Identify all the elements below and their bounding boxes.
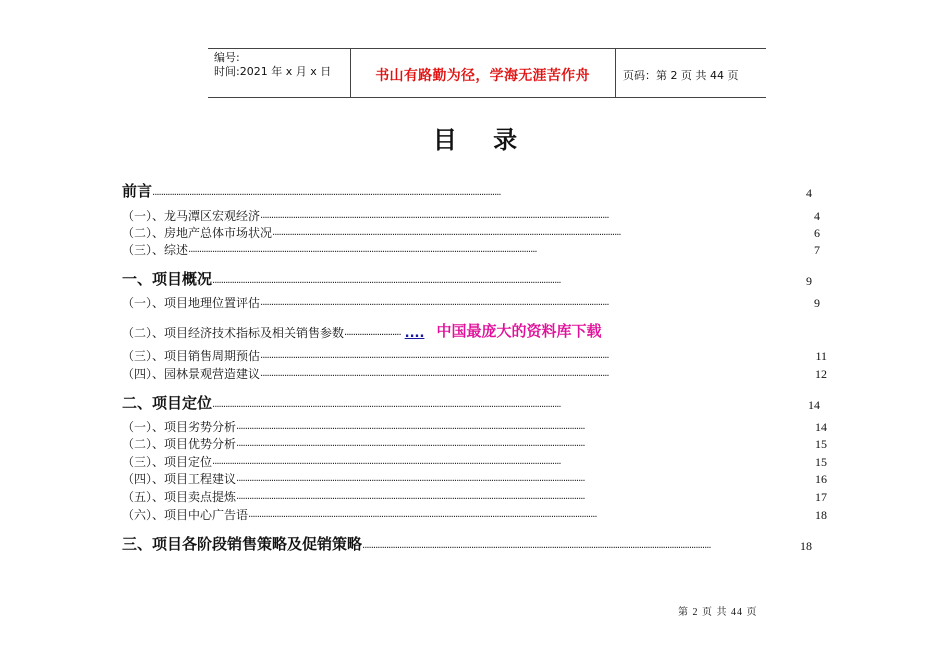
toc-label: （四）、项目工程建议 xyxy=(122,472,237,486)
toc-leader: ································································································································································ xyxy=(236,424,585,435)
toc-label: （六）、项目中心广告语 xyxy=(122,508,249,522)
toc-page: 12 xyxy=(815,367,827,381)
page-header xyxy=(208,48,766,98)
toc-entry[interactable] xyxy=(122,435,827,452)
toc-page: 6 xyxy=(814,226,820,240)
toc-entry[interactable] xyxy=(122,241,820,258)
toc-page: 4 xyxy=(814,209,820,223)
header-info-cell xyxy=(208,49,351,97)
download-link[interactable]: .... xyxy=(404,326,425,341)
toc-leader: ································································································································································ xyxy=(272,230,621,241)
number-label: 编号: xyxy=(214,51,240,64)
toc-label: （三）、综述 xyxy=(122,243,189,257)
toc-entry[interactable] xyxy=(122,320,601,341)
toc-label: 前言 xyxy=(122,182,153,200)
toc-leader: ································································································································································ xyxy=(260,353,609,364)
toc-page: 4 xyxy=(806,186,812,200)
toc-entry[interactable] xyxy=(122,418,827,435)
toc-leader: ································································································································································ xyxy=(212,459,561,470)
toc-page: 14 xyxy=(808,398,820,412)
toc-label: 三、项目各阶段销售策略及促销策略 xyxy=(122,535,363,553)
header-page-cell xyxy=(615,49,766,97)
page-info: 页码：第 2 页 共 44 页 xyxy=(623,69,739,82)
toc-page: 9 xyxy=(814,296,820,310)
toc-entry[interactable] xyxy=(122,224,820,241)
toc-page: 15 xyxy=(815,437,827,451)
page-title: 目 录 xyxy=(432,126,532,154)
toc-entry[interactable] xyxy=(122,488,827,505)
toc-entry[interactable] xyxy=(122,294,820,311)
toc-label: 二、项目定位 xyxy=(122,394,213,412)
toc-page: 7 xyxy=(814,243,820,257)
toc-label: （三）、项目销售周期预估 xyxy=(122,349,261,363)
toc-label: （二）、项目经济技术指标及相关销售参数 xyxy=(122,326,345,340)
toc-label: （一）、项目劣势分析 xyxy=(122,420,237,434)
toc-label: 一、项目概况 xyxy=(122,270,213,288)
toc-entry[interactable] xyxy=(122,392,820,413)
toc-entry[interactable] xyxy=(122,533,812,554)
toc-entry[interactable] xyxy=(122,365,827,382)
toc-leader: ································································································································································ xyxy=(212,402,561,413)
page-footer: 第 2 页 共 44 页 xyxy=(678,607,758,618)
toc-entry[interactable] xyxy=(122,470,827,487)
toc-page: 14 xyxy=(815,420,827,434)
toc-leader: ································································································································································ xyxy=(260,371,609,382)
toc-entry[interactable] xyxy=(122,506,827,523)
toc-page: 18 xyxy=(815,508,827,522)
motto-text: 书山有路勤为径，学海无涯苦作舟 xyxy=(375,68,590,84)
time-label: 时间:2021 年 x 月 x 日 xyxy=(214,65,332,78)
toc-label: （三）、项目定位 xyxy=(122,455,213,469)
toc-leader: ································································································································································ xyxy=(362,543,711,554)
toc-label: （一）、龙马潭区宏观经济 xyxy=(122,209,261,223)
toc-leader: ································································································································································ xyxy=(260,213,609,224)
toc-leader: ·························· xyxy=(344,330,401,341)
toc-page: 9 xyxy=(806,274,812,288)
toc-label: （一）、项目地理位置评估 xyxy=(122,296,261,310)
toc-page: 17 xyxy=(815,490,827,504)
toc-label: （二）、项目优势分析 xyxy=(122,437,237,451)
toc-leader: ································································································································································ xyxy=(236,441,585,452)
toc-label: （四）、园林景观营造建议 xyxy=(122,367,261,381)
toc-leader: ································································································································································ xyxy=(236,476,585,487)
toc-entry[interactable] xyxy=(122,207,820,224)
header-motto-cell xyxy=(350,49,616,97)
toc-leader: ································································································································································ xyxy=(188,247,537,258)
toc-leader: ································································································································································ xyxy=(152,190,501,201)
toc-entry[interactable] xyxy=(122,347,827,364)
toc-page: 18 xyxy=(800,539,812,553)
toc-label: （二）、房地产总体市场状况 xyxy=(122,226,273,240)
toc-page: 15 xyxy=(815,455,827,469)
promo-text: 中国最庞大的资料库下载 xyxy=(436,322,602,340)
toc-leader: ································································································································································ xyxy=(248,512,597,523)
toc-leader: ································································································································································ xyxy=(212,278,561,289)
toc-leader: ································································································································································ xyxy=(260,300,609,311)
toc-leader: ································································································································································ xyxy=(236,494,585,505)
toc-entry[interactable] xyxy=(122,453,827,470)
toc-entry[interactable] xyxy=(122,180,812,201)
toc-label: （五）、项目卖点提炼 xyxy=(122,490,237,504)
toc-entry[interactable] xyxy=(122,268,812,289)
toc-page: 11 xyxy=(815,349,827,363)
toc-page: 16 xyxy=(815,472,827,486)
